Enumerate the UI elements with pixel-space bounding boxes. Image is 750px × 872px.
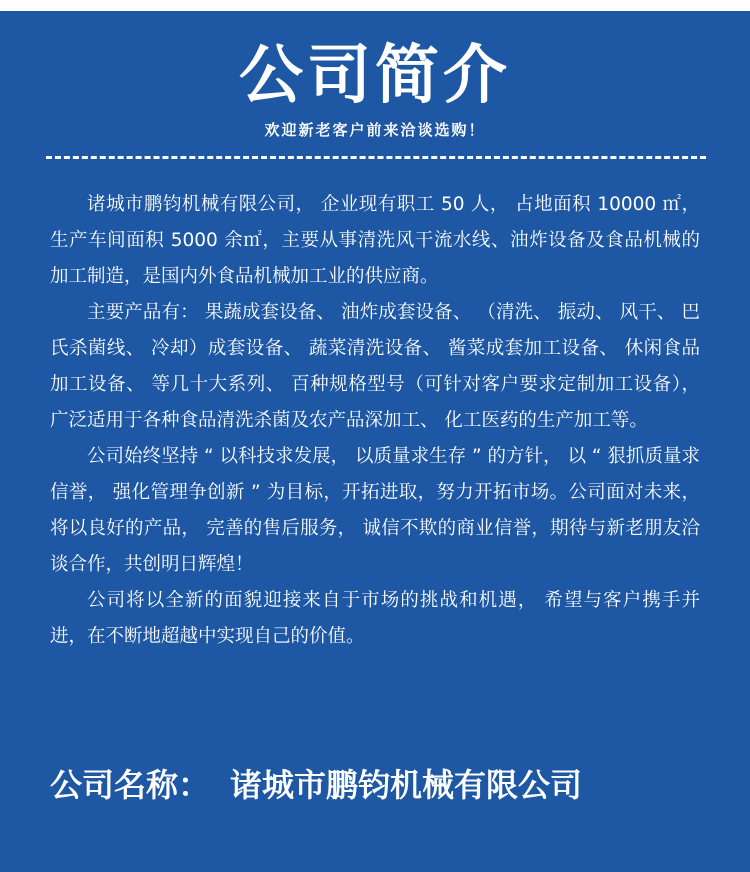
intro-paragraph-products: 主要产品有： 果蔬成套设备、 油炸成套设备、 （清洗、 振动、 风干、 巴氏杀菌线、 冷却）成套设备、 蔬菜清洗设备、 酱菜成套加工设备、 休闲食品加工设备、 等几十大系列、 百种规格型号（可针对客户要求定制加工设备）， 广泛适用于各种食品清洗杀菌及农产品深加工、 化工医药的生产加工等。 xyxy=(50,302,700,431)
company-name-line xyxy=(50,763,730,807)
page-subtitle: 欢迎新老客户前来洽谈选购！ xyxy=(264,121,486,139)
intro-paragraph-future: 公司将以全新的面貌迎接来自于市场的挑战和机遇， 希望与客户携手并进，在不断地超越中实现自己的价值。 xyxy=(50,590,700,647)
dashed-divider xyxy=(46,156,706,159)
intro-body xyxy=(50,187,700,655)
intro-paragraph-company: 诸城市鹏钧机械有限公司， 企业现有职工 50 人， 占地面积 10000 ㎡，生产车间面积 5000 余㎡，主要从事清洗风干流水线、油炸设备及食品机械的加工制造，是国内外食品机械加工业的供应商。 xyxy=(50,194,700,287)
intro-paragraph-policy: 公司始终坚持 “ 以科技求发展， 以质量求生存 ” 的方针， 以 “ 狠抓质量求信誉， 强化管理争创新 ” 为目标，开拓进取，努力开拓市场。公司面对未来， 将以良好的产品， 完善的售后服务， 诚信不欺的商业信誉，期待与新老朋友洽谈合作，共创明日辉煌！ xyxy=(50,446,700,575)
company-name-label: 公司名称： xyxy=(50,766,211,804)
company-name-value: 诸城市鹏钧机械有限公司 xyxy=(230,766,583,804)
page-title: 公司简介 xyxy=(239,39,511,113)
